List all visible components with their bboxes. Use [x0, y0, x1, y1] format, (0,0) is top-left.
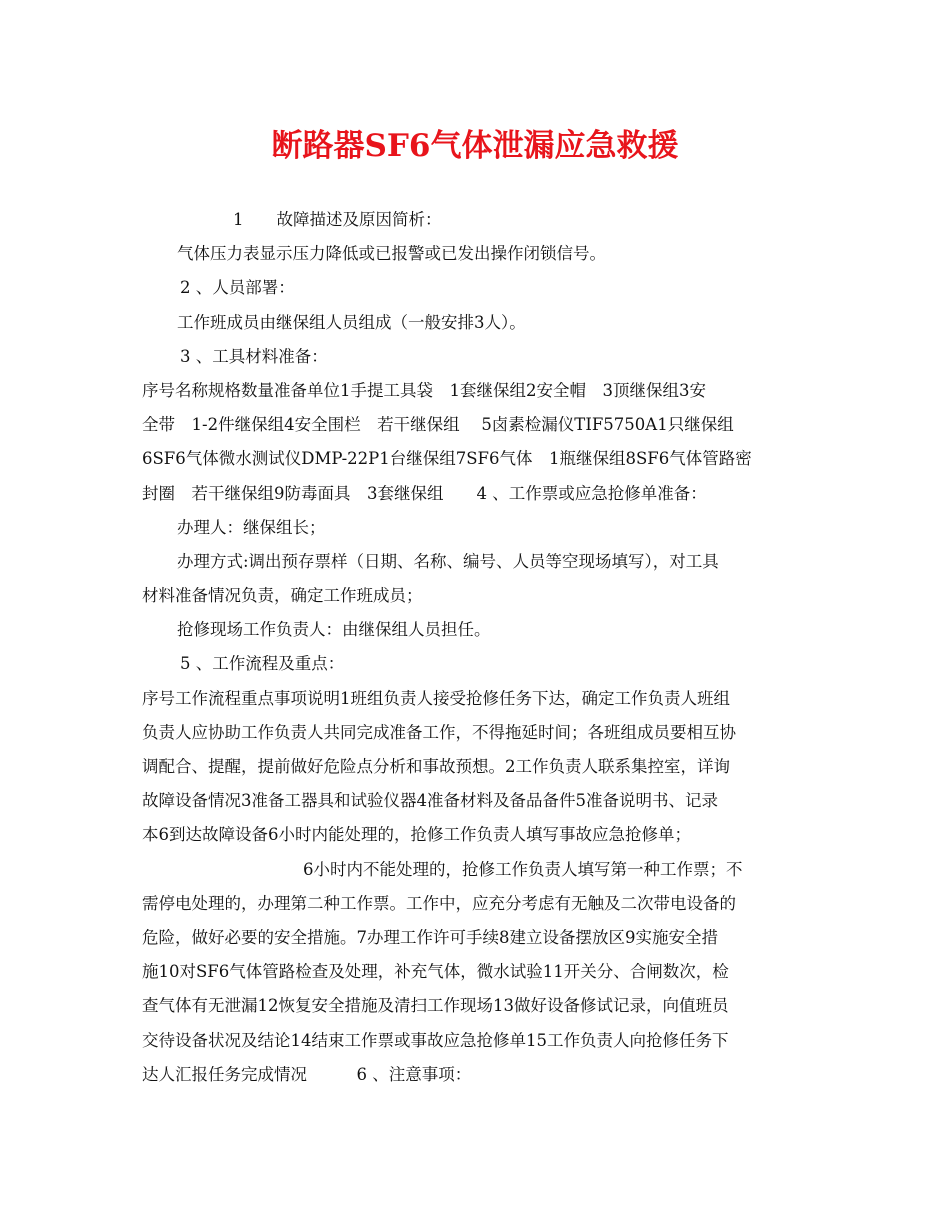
paragraph-line: 危险，做好必要的安全措施。7办理工作许可手续8建立设备摆放区9实施安全措 — [142, 927, 718, 947]
paragraph-line: 6SF6气体微水测试仪DMP-22P1台继保组7SF6气体 1瓶继保组8SF6气体管路密 — [142, 449, 752, 469]
paragraph-line: 办理人：继保组长； — [177, 517, 326, 537]
paragraph-line: 序号工作流程重点事项说明1班组负责人接受抢修任务下达，确定工作负责人班组 — [142, 688, 730, 708]
paragraph-line: 全带 1-2件继保组4安全围栏 若干继保组 5卤素检漏仪TIF5750A1只继保组 — [142, 415, 734, 435]
document-title: 断路器SF6气体泄漏应急救援 — [271, 128, 679, 164]
paragraph-line: 负责人应协助工作负责人共同完成准备工作，不得拖延时间；各班组成员要相互协 — [142, 722, 736, 742]
section-1-heading: 1 故障描述及原因简析： — [233, 210, 442, 229]
paragraph-line: 气体压力表显示压力降低或已报警或已发出操作闭锁信号。 — [177, 244, 606, 264]
paragraph-line: 施10对SF6气体管路检查及处理，补充气体，微水试验11开关分、合闸数次，检 — [142, 962, 729, 982]
paragraph-line: 调配合、提醒，提前做好危险点分析和事故预想。2工作负责人联系集控室，详询 — [142, 757, 730, 776]
paragraph-line: 6小时内不能处理的，抢修工作负责人填写第一种工作票；不 — [303, 859, 743, 879]
paragraph-line: 交待设备状况及结论14结束工作票或事故应急抢修单15工作负责人向抢修任务下 — [142, 1030, 729, 1050]
paragraph-line: 材料准备情况负责，确定工作班成员； — [142, 586, 423, 606]
paragraph-line: 需停电处理的，办理第二种工作票。工作中，应充分考虑有无触及二次带电设备的 — [142, 893, 736, 913]
section-2-heading: 2 、人员部署： — [180, 278, 295, 298]
paragraph-line: 封圈 若干继保组9防毒面具 3套继保组 4 、工作票或应急抢修单准备： — [142, 483, 707, 503]
paragraph-line: 抢修现场工作负责人：由继保组人员担任。 — [177, 620, 491, 640]
section-5-heading: 5 、工作流程及重点： — [180, 654, 345, 674]
paragraph-line: 查气体有无泄漏12恢复安全措施及清扫工作现场13做好设备修试记录，向值班员 — [142, 996, 729, 1016]
paragraph-line: 本6到达故障设备6小时内能处理的，抢修工作负责人填写事故应急抢修单； — [142, 825, 691, 845]
section-3-heading: 3 、工具材料准备： — [180, 346, 328, 366]
paragraph-line: 故障设备情况3准备工器具和试验仪器4准备材料及备品备件5准备说明书、记录 — [142, 791, 718, 811]
document-body — [142, 203, 810, 1092]
paragraph-line: 序号名称规格数量准备单位1手提工具袋 1套继保组2安全帽 3顶继保组3安 — [142, 380, 706, 400]
paragraph-line: 办理方式:调出预存票样（日期、名称、编号、人员等空现场填写），对工具 — [177, 551, 719, 571]
paragraph-line: 工作班成员由继保组人员组成（一般安排3人）。 — [177, 312, 526, 332]
paragraph-line: 达人汇报任务完成情况 6 、注意事项： — [142, 1064, 472, 1084]
